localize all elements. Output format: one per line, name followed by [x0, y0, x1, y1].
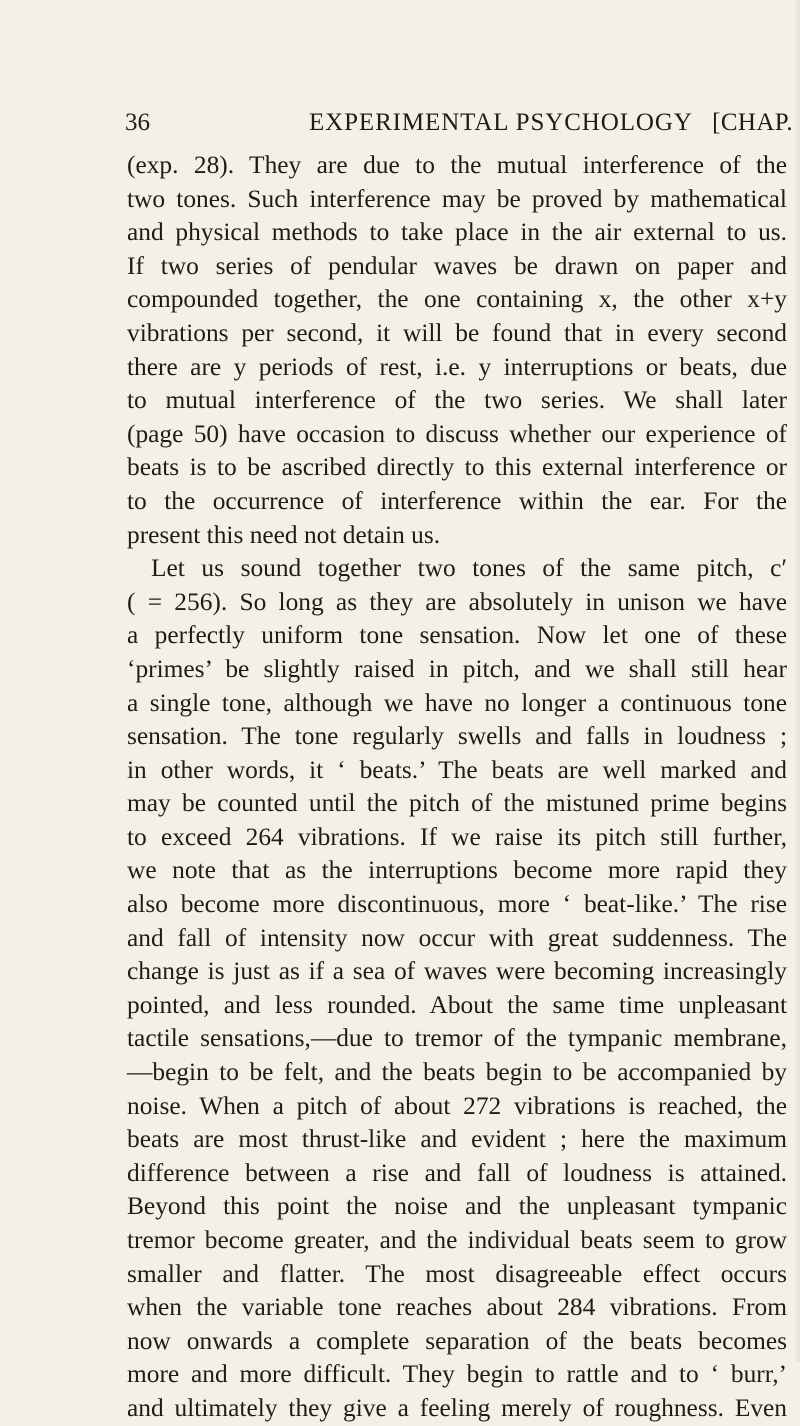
text-line: now onwards a complete separation of the beats becomes [127, 1326, 787, 1355]
running-title: EXPERIMENTAL PSYCHOLOGY [309, 109, 693, 136]
text-line: in other words, it ‘ beats.’ The beats are well marked and [127, 755, 787, 784]
text-line: there are y periods of rest, i.e. y interruptions or beats, due [127, 352, 787, 381]
chapter-mark: [CHAP. [712, 109, 793, 136]
text-line: ( = 256). So long as they are absolutely in unison we have [127, 587, 787, 616]
text-line: two tones. Such interference may be proved by mathematical [127, 184, 787, 213]
text-line: difference between a rise and fall of loudness is attained. [127, 1158, 787, 1187]
text-line: and fall of intensity now occur with great suddenness. The [127, 923, 787, 952]
text-line: we note that as the interruptions become more rapid they [127, 856, 787, 885]
text-line: vibrations per second, it will be found that in every second [127, 318, 787, 347]
text-line: to the occurrence of interference within the ear. For the [127, 486, 787, 515]
text-line: more and more difficult. They begin to rattle and to ‘ burr,’ [127, 1360, 787, 1389]
text-line: Let us sound together two tones of the same pitch, c′ [151, 554, 787, 583]
text-line: sensation. The tone regularly swells and falls in loudness ; [127, 722, 787, 751]
text-line: compounded together, the one containing x, the other x+y [127, 285, 787, 314]
text-line: may be counted until the pitch of the mistuned prime begins [127, 789, 787, 818]
text-line: a single tone, although we have no longer a continuous tone [127, 688, 787, 717]
text-line: and ultimately they give a feeling merely of roughness. Even [127, 1393, 787, 1422]
body-text [127, 149, 787, 1426]
page-number: 36 [125, 109, 150, 136]
text-line: when the variable tone reaches about 284 vibrations. From [127, 1293, 787, 1322]
text-line: —begin to be felt, and the beats begin to be accompanied by [127, 1058, 787, 1087]
text-line: noise. When a pitch of about 272 vibrations is reached, the [127, 1091, 787, 1120]
text-line: and physical methods to take place in the air external to us. [127, 218, 787, 247]
text-line: change is just as if a sea of waves were becoming increasingly [127, 957, 787, 986]
text-line: (exp. 28). They are due to the mutual interference of the [127, 151, 787, 179]
text-line: a perfectly uniform tone sensation. Now let one of these [127, 621, 787, 650]
text-line: pointed, and less rounded. About the same time unpleasant [127, 990, 787, 1019]
page-header [125, 107, 793, 139]
text-line: beats are most thrust-like and evident ; here the maximum [127, 1125, 787, 1154]
text-line: tremor become greater, and the individual beats seem to grow [127, 1226, 787, 1254]
text-line: Beyond this point the noise and the unpleasant tympanic [127, 1192, 787, 1221]
text-line: ‘primes’ be slightly raised in pitch, and we shall still hear [127, 654, 787, 683]
text-line: If two series of pendular waves be drawn on paper and [127, 251, 787, 280]
text-line: to mutual interference of the two series. We shall later [127, 386, 787, 415]
text-line: also become more discontinuous, more ‘ beat-like.’ The rise [127, 890, 787, 919]
text-line: (page 50) have occasion to discuss whether our experience of [127, 419, 787, 448]
text-line: tactile sensations,—due to tremor of the tympanic membrane, [127, 1024, 787, 1053]
text-line: beats is to be ascribed directly to this external interference or [127, 453, 787, 482]
text-line: to exceed 264 vibrations. If we raise its pitch still further, [127, 822, 787, 851]
page-edge-shadow [793, 0, 800, 1362]
text-line: present this need not detain us. [127, 520, 441, 549]
text-line: smaller and flatter. The most disagreeable effect occurs [127, 1259, 787, 1288]
